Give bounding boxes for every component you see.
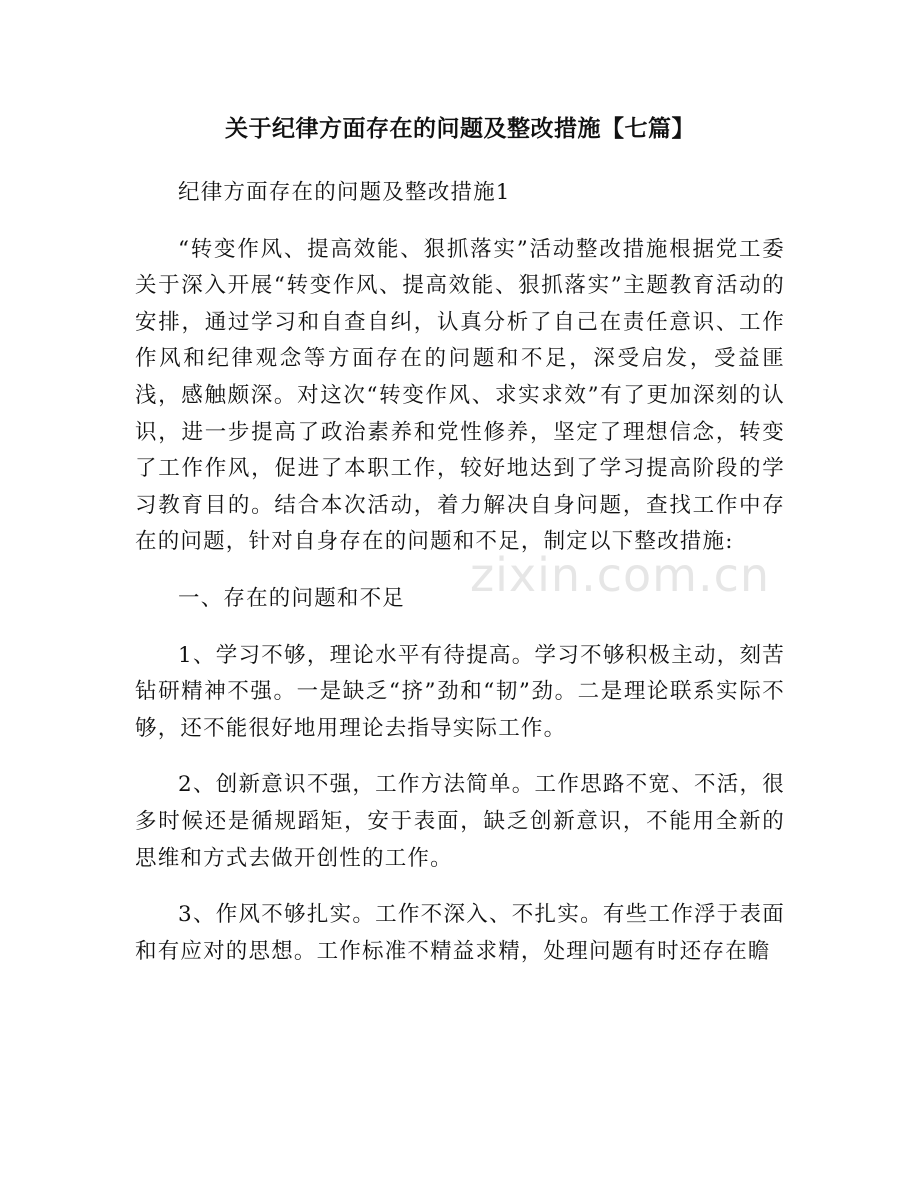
document-title: 关于纪律方面存在的问题及整改措施【七篇】 — [225, 116, 695, 142]
document-body — [135, 175, 785, 990]
intro-paragraph: “转变作风、提高效能、狠抓落实”活动整改措施根据党工委关于深入开展“转变作风、提高效能、狠抓落实”主题教育活动的安排，通过学习和自查自纠，认真分析了自己在责任意识、工作作风和纪律观念等方面存在的问题和不足，深受启发，受益匪浅，感触颇深。对这次“转变作风、求实求效”有了更加深刻的认识，进一步提高了政治素养和党性修养，坚定了理想信念，转变了工作作风，促进了本职工作，较好地达到了学习提高阶段的学习教育目的。结合本次活动，着力解决自身问题，查找工作中存在的问题，针对自身存在的问题和不足，制定以下整改措施: — [135, 236, 785, 555]
problem-item-1: 1、学习不够，理论水平有待提高。学习不够积极主动，刻苦钻研精神不强。一是缺乏“挤”劲和“韧”劲。二是理论联系实际不够，还不能很好地用理论去指导实际工作。 — [135, 642, 785, 741]
section-heading: 纪律方面存在的问题及整改措施1 — [178, 180, 511, 205]
subheading-problems: 一、存在的问题和不足 — [178, 585, 406, 611]
watermark: zixin.com.cn — [470, 548, 771, 602]
problem-item-3: 3、作风不够扎实。工作不深入、不扎实。有些工作浮于表面和有应对的思想。工作标准不精益求精，处理问题有时还存在瞻 — [135, 902, 785, 964]
problem-item-2: 2、创新意识不强，工作方法简单。工作思路不宽、不活，很多时候还是循规蹈矩，安于表面，缺乏创新意识，不能用全新的思维和方式去做开创性的工作。 — [135, 772, 785, 871]
